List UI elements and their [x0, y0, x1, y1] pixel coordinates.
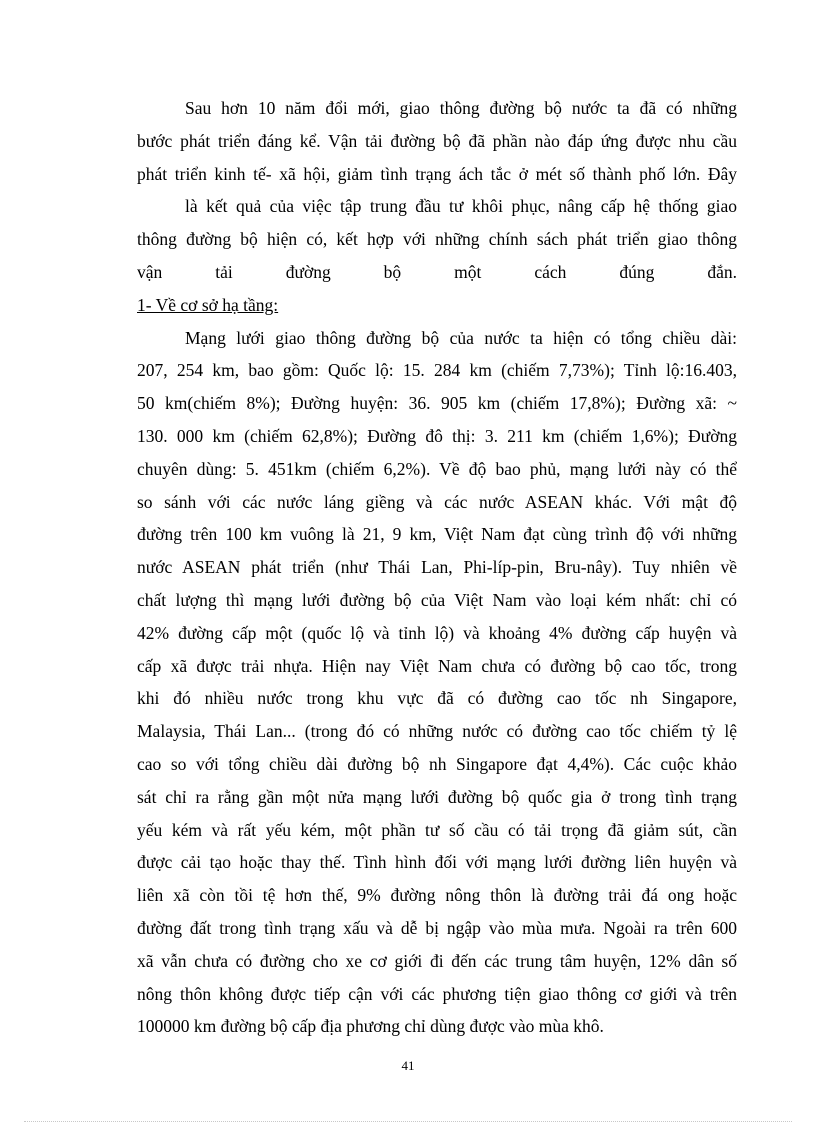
paragraph-line-1: Sau hơn 10 năm đổi mới, giao thông đường bộ nước ta đã có những — [185, 98, 737, 118]
section-heading — [137, 289, 737, 322]
paragraph-line-16: chất lượng thì mạng lưới đường bộ của Việt Nam vào loại kém nhất: chỉ có — [137, 589, 737, 610]
paragraph-line-4: là kết quả của việc tập trung đầu tư khôi phục, nâng cấp hệ thống giao — [185, 196, 737, 217]
paragraph-line-12: chuyên dùng: 5. 451km (chiếm 6,2%). Về độ bao phủ, mạng lưới này có thể — [137, 458, 737, 479]
paragraph-line-29: 100000 km đường bộ cấp địa phương chỉ dùng được vào mùa khô. — [137, 1016, 604, 1037]
paragraph-line-26: đường đất trong tình trạng xấu và dễ bị ngập vào mùa mưa. Ngoài ra trên 600 — [137, 917, 737, 938]
paragraph-line-17: 42% đường cấp một (quốc lộ và tỉnh lộ) và khoảng 4% đường cấp huyện và — [137, 622, 737, 643]
page-bottom-divider — [24, 1121, 792, 1122]
paragraph-line-11: 130. 000 km (chiếm 62,8%); Đường đô thị: 3. 211 km (chiếm 1,6%); Đường — [137, 425, 737, 446]
section-heading-text: 1- Về cơ sở hạ tầng: — [137, 294, 279, 315]
paragraph-line-5: thông đường bộ hiện có, kết hợp với những chính sách phát triển giao thông — [137, 229, 737, 250]
paragraph-line-23: yếu kém và rất yếu kém, một phần tư số cầu có tải trọng đã giảm sút, cần — [137, 819, 737, 840]
paragraph-line-27: xã vẫn chưa có đường cho xe cơ giới đi đến các trung tâm huyện, 12% dân số — [137, 950, 737, 971]
paragraph-line-18: cấp xã được trải nhựa. Hiện nay Việt Nam chưa có đường bộ cao tốc, trong — [137, 655, 737, 676]
paragraph-line-10: 50 km(chiếm 8%); Đường huyện: 36. 905 km (chiếm 17,8%); Đường xã: ~ — [137, 393, 737, 414]
paragraph-line-24: được cải tạo hoặc thay thế. Tình hình đối với mạng lưới đường liên huyện và — [137, 852, 737, 873]
paragraph-line-28: nông thôn không được tiếp cận với các phương tiện giao thông cơ giới và trên — [137, 983, 737, 1004]
paragraph-line-22: sát chỉ ra rằng gần một nửa mạng lưới đường bộ quốc gia ở trong tình trạng — [137, 786, 737, 807]
paragraph-line-6: vận tải đường bộ một cách đúng đắn. — [137, 261, 737, 282]
paragraph-line-9: 207, 254 km, bao gồm: Quốc lộ: 15. 284 km (chiếm 7,73%); Tỉnh lộ:16.403, — [137, 360, 737, 381]
paragraph-line-3: phát triển kinh tế- xã hội, giảm tình trạng ách tắc ở mét số thành phố lớn. Đây — [137, 163, 737, 184]
paragraph-line-20: Malaysia, Thái Lan... (trong đó có những nước có đường cao tốc chiếm tỷ lệ — [137, 721, 737, 742]
paragraph-line-2: bước phát triển đáng kể. Vận tải đường bộ đã phần nào đáp ứng được nhu cầu — [137, 130, 737, 151]
paragraph-line-8: Mạng lưới giao thông đường bộ của nước ta hiện có tổng chiều dài: — [185, 327, 737, 348]
paragraph-line-25: liên xã còn tồi tệ hơn thế, 9% đường nông thôn là đường trải đá ong hoặc — [137, 885, 737, 906]
body-text — [137, 92, 737, 1043]
paragraph-line-13: so sánh với các nước láng giềng và các nước ASEAN khác. Với mật độ — [137, 491, 737, 512]
paragraph-line-21: cao so với tổng chiều dài đường bộ nh Singapore đạt 4,4%). Các cuộc khảo — [137, 753, 737, 774]
paragraph-line-14: đường trên 100 km vuông là 21, 9 km, Việt Nam đạt cùng trình độ với những — [137, 524, 737, 545]
page-number: 41 — [401, 1058, 415, 1073]
paragraph-line-19: khi đó nhiều nước trong khu vực đã có đường cao tốc nh Singapore, — [137, 688, 737, 709]
paragraph-line-15: nước ASEAN phát triển (như Thái Lan, Phi-líp-pin, Bru-nây). Tuy nhiên về — [137, 557, 737, 578]
